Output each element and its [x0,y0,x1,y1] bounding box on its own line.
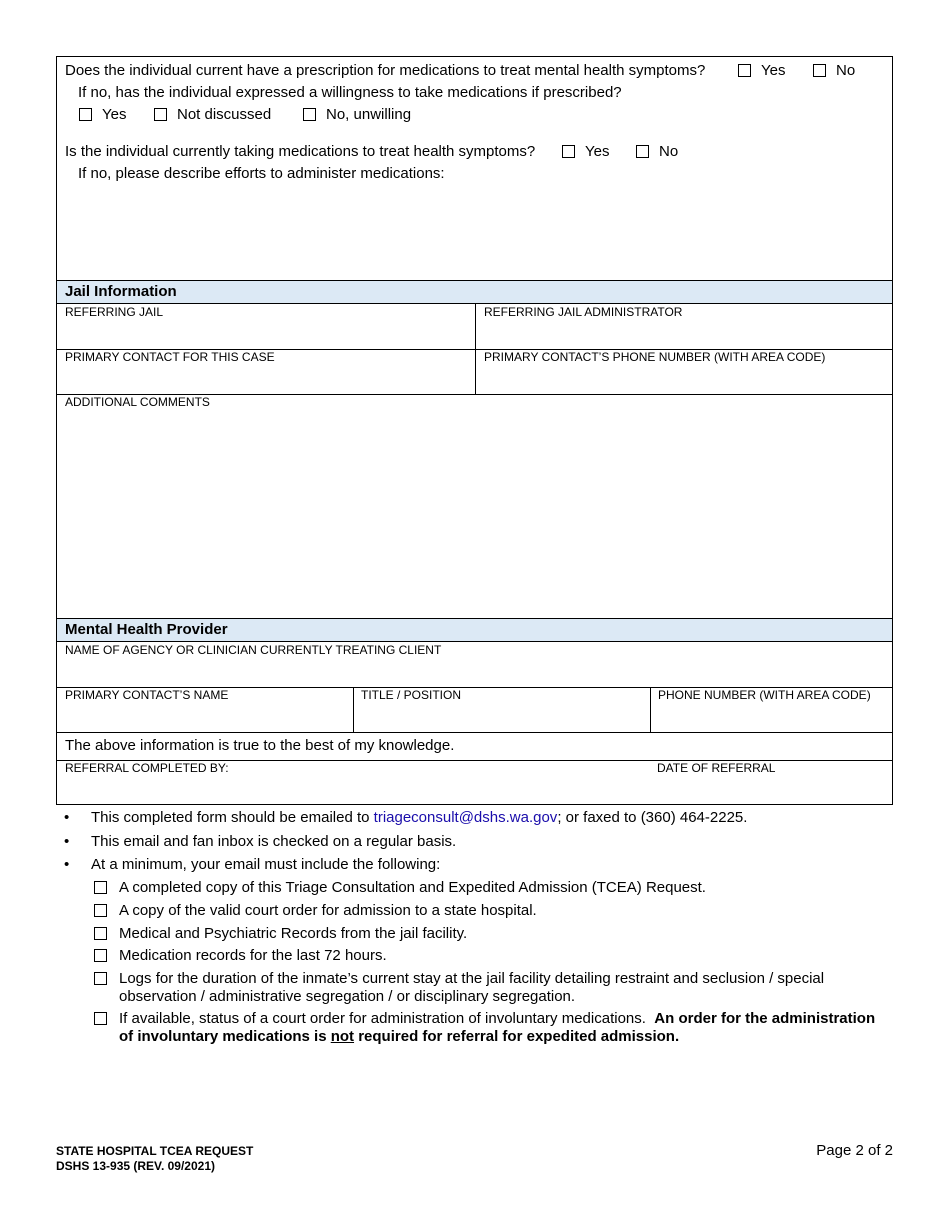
requirement-item [92,970,882,1008]
email-instruction [91,808,747,828]
administer-efforts-label: If no, please describe efforts to administer medications: [78,165,445,182]
contact-name-field[interactable] [57,687,353,732]
requirement-text [119,1010,879,1046]
not-emphasis: not [330,1028,355,1045]
referring-admin-label: REFERRING JAIL ADMINISTRATOR [484,305,683,319]
primary-phone-field[interactable] [476,349,892,394]
q2-no-checkbox[interactable] [636,145,649,158]
involuntary-order-note-a: An order for the administration of involuntary medications is [119,1010,876,1045]
requirement-checkbox[interactable] [94,904,107,917]
requirement-checkbox[interactable] [94,949,107,962]
requirement-text: Medication records for the last 72 hours. [119,947,387,964]
willingness-unwilling-checkbox[interactable] [303,108,316,121]
medication-question-2 [65,143,535,161]
completed-by-field[interactable] [57,760,649,804]
email-link[interactable]: triageconsult@dshs.wa.gov [373,809,558,826]
medication-question-2-text: Is the individual currently taking medications to treat health symptoms? [65,143,536,160]
requirement-text: A completed copy of this Triage Consultation and Expedited Admission (TCEA) Request. [119,879,706,896]
contact-name-label: PRIMARY CONTACT’S NAME [65,688,229,702]
q1-yes-option[interactable] [738,62,785,80]
medication-question-1 [65,62,705,80]
q1-no-label: No [836,62,856,79]
q1-no-option[interactable] [813,62,855,80]
requirement-text: Logs for the duration of the inmate’s current stay at the jail facility detailing restraint and seclusion / special observation / administrative segregation / or disciplinary segregation. [119,970,825,1005]
form-footer [56,1144,253,1174]
requirement-text: Medical and Psychiatric Records from the jail facility. [119,925,468,942]
page-number: Page 2 of 2 [816,1142,893,1159]
q1-yes-checkbox[interactable] [738,64,751,77]
provider-phone-label: PHONE NUMBER (WITH AREA CODE) [658,688,871,702]
email-instruction-pre: This completed form should be emailed to [91,809,374,826]
agency-label: NAME OF AGENCY OR CLINICIAN CURRENTLY TREATING CLIENT [65,643,442,657]
form-id: DSHS 13-935 (REV. 09/2021) [56,1159,215,1173]
medication-question-1-text: Does the individual current have a prescription for medications to treat mental health symptoms? [65,62,706,79]
q2-no-option[interactable] [636,143,678,161]
agency-field[interactable] [57,642,892,687]
willingness-yes-option[interactable] [79,106,126,124]
q2-yes-label: Yes [585,143,610,160]
divider [57,732,892,733]
form-table [56,56,893,805]
additional-comments-field[interactable] [57,394,892,619]
q1-no-checkbox[interactable] [813,64,826,77]
title-position-field[interactable] [353,687,650,732]
willingness-yes-checkbox[interactable] [79,108,92,121]
willingness-yes-label: Yes [102,106,127,123]
requirement-text: A copy of the valid court order for admission to a state hospital. [119,902,537,919]
involuntary-order-note-b: required for referral for expedited admission. [358,1028,680,1045]
jail-info-heading: Jail Information [57,280,892,304]
q2-no-label: No [659,143,679,160]
court-order-status-text: If available, status of a court order for administration of involuntary medications. [119,1010,646,1027]
form-name: STATE HOSPITAL TCEA REQUEST [56,1144,254,1158]
divider [353,687,354,732]
requirement-item [92,902,882,922]
requirement-item [92,925,882,945]
referring-admin-field[interactable] [476,304,892,349]
willingness-unwilling-label: No, unwilling [326,106,412,123]
requirement-item [92,947,882,967]
willingness-not-discussed-label: Not discussed [177,106,272,123]
referring-jail-field[interactable] [57,304,476,349]
requirement-item [92,1010,882,1048]
willingness-not-discussed-checkbox[interactable] [154,108,167,121]
q2-yes-checkbox[interactable] [562,145,575,158]
referral-date-field[interactable] [649,760,892,804]
requirement-checkbox[interactable] [94,1012,107,1025]
attestation-statement: The above information is true to the best of my knowledge. [65,737,455,754]
provider-phone-field[interactable] [650,687,892,732]
willingness-not-discussed-option[interactable] [154,106,271,124]
willingness-unwilling-option[interactable] [303,106,411,124]
email-instruction-post: ; or faxed to (360) 464-2225. [557,809,748,826]
completed-by-label: REFERRAL COMPLETED BY: [65,761,229,775]
administer-efforts-field[interactable] [57,187,892,279]
requirement-item [92,879,882,899]
requirement-checkbox[interactable] [94,927,107,940]
willingness-question: If no, has the individual expressed a willingness to take medications if prescribed? [78,84,622,101]
provider-heading: Mental Health Provider [57,618,892,642]
divider [475,304,476,394]
minimum-requirements-intro: At a minimum, your email must include the following: [91,856,441,873]
bullet-icon: • [64,856,70,873]
primary-contact-label: PRIMARY CONTACT FOR THIS CASE [65,350,275,364]
bullet-icon: • [64,833,70,850]
title-position-label: TITLE / POSITION [361,688,462,702]
inbox-note: This email and fan inbox is checked on a regular basis. [91,833,457,850]
referring-jail-label: REFERRING JAIL [65,305,164,319]
primary-phone-label: PRIMARY CONTACT’S PHONE NUMBER (WITH AREA CODE) [484,350,826,364]
bullet-icon: • [64,809,70,826]
additional-comments-label: ADDITIONAL COMMENTS [65,395,210,409]
q1-yes-label: Yes [761,62,786,79]
requirement-checkbox[interactable] [94,881,107,894]
primary-contact-field[interactable] [57,349,476,394]
divider [650,687,651,732]
referral-date-label: DATE OF REFERRAL [657,761,776,775]
q2-yes-option[interactable] [562,143,609,161]
requirement-checkbox[interactable] [94,972,107,985]
